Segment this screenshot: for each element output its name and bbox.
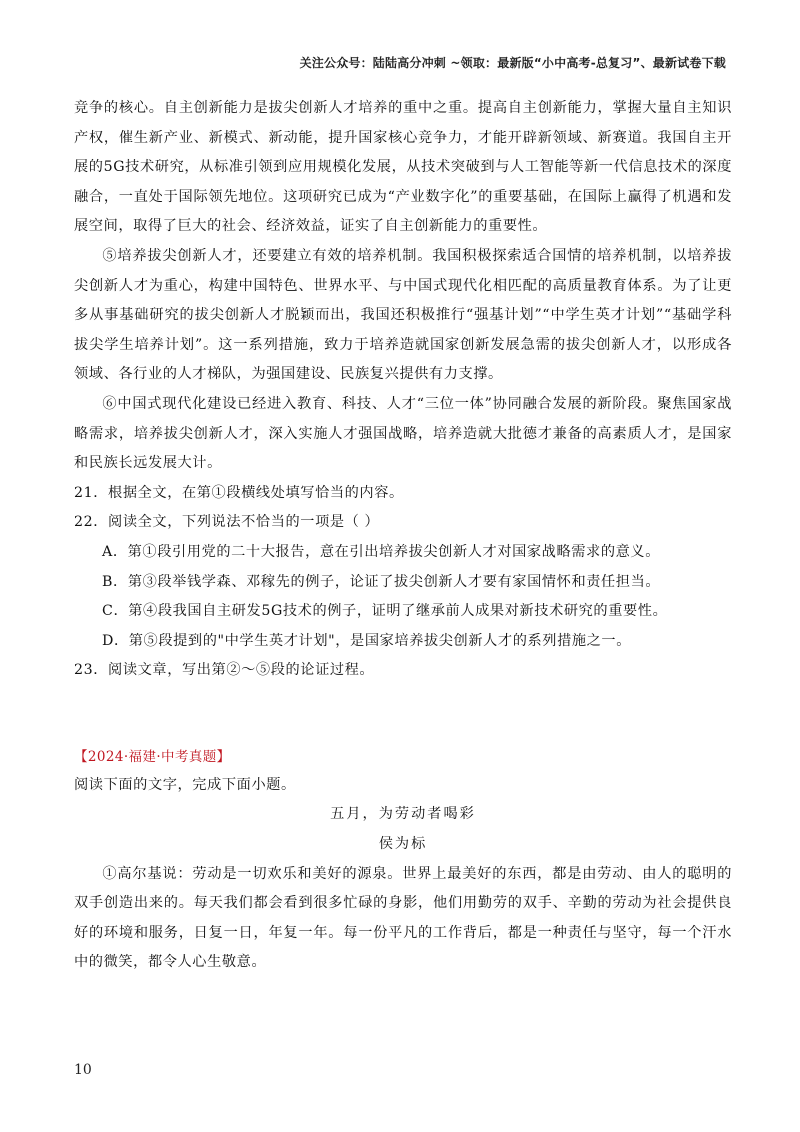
question-22-option-c: C．第④段我国自主研发5G技术的例子，证明了继承前人成果对新技术研究的重要性。 <box>102 603 668 620</box>
document-content <box>74 94 732 978</box>
article-author: 侯为标 <box>378 836 428 853</box>
body-paragraph-6: ⑥中国式现代化建设已经进入教育、科技、人才“三位一体”协同融合发展的新阶段。聚焦国家战略需求，培养拔尖创新人才，深入实施人才强国战略，培养造就大批德才兼备的高素质人才，是国家和民族长远发展大计。 <box>74 395 732 472</box>
body-paragraph-5: ⑤培养拔尖创新人才，还要建立有效的培养机制。我国积极探索适合国情的培养机制，以培养拔尖创新人才为重心，构建中国特色、世界水平、与中国式现代化相匹配的高质量教育体系。为了让更多从事基础研究的拔尖创新人才脱颖而出，我国还积极推行“强基计划”“中学生英才计划”“基础学科拔尖学生培养计划”。这一系列措施，致力于培养造就国家创新发展急需的拔尖创新人才，以形成各领域、各行业的人才梯队，为强国建设、民族复兴提供有力支撑。 <box>74 247 732 383</box>
exam-source-tag: 【2024·福建·中考真题】 <box>74 748 231 765</box>
question-22-option-b: B．第③段举钱学森、邓稼先的例子，论证了拔尖创新人才要有家国情怀和责任担当。 <box>102 573 661 590</box>
article-paragraph-1: ①高尔基说：劳动是一切欢乐和美好的源泉。世界上最美好的东西，都是由劳动、由人的聪明的双手创造出来的。每天我们都会看到很多忙碌的身影，他们用勤劳的双手、辛勤的劳动为社会提供良好的环境和服务，日复一日，年复一年。每一份平凡的工作背后，都是一种责任与坚守，每一个汗水中的微笑，都令人心生敬意。 <box>74 865 732 971</box>
question-23: 23．阅读文章，写出第②～⑤段的论证过程。 <box>74 662 375 679</box>
body-paragraph-continued: 竞争的核心。自主创新能力是拔尖创新人才培养的重中之重。提高自主创新能力，掌握大量自主知识产权，催生新产业、新模式、新动能，提升国家核心竞争力，才能开辟新领域、新赛道。我国自主开展的5G技术研究，从标准引领到应用规模化发展，从技术突破到与人工智能等新一代信息技术的深度融合，一直处于国际领先地位。这项研究已成为“产业数字化”的重要基础，在国际上赢得了机遇和发展空间，取得了巨大的社会、经济效益，证实了自主创新能力的重要性。 <box>74 100 732 235</box>
reading-instruction: 阅读下面的文字，完成下面小题。 <box>74 776 296 793</box>
question-22: 22．阅读全文，下列说法不恰当的一项是（ ） <box>74 514 380 531</box>
question-22-option-a: A．第①段引用党的二十大报告，意在引出培养拔尖创新人才对国家战略需求的意义。 <box>102 543 660 560</box>
section-gap <box>74 686 732 743</box>
question-22-option-d: D．第⑤段提到的"中学生英才计划"，是国家培养拔尖创新人才的系列措施之一。 <box>102 632 632 649</box>
header-promo-note: 关注公众号：陆陆高分冲刺 ~领取：最新版“小中高考-总复习”、最新试卷下载 <box>299 56 726 70</box>
page-number: 10 <box>74 1062 92 1078</box>
article-title: 五月，为劳动者喝彩 <box>330 806 476 823</box>
question-21: 21．根据全文，在第①段横线处填写恰当的内容。 <box>74 484 404 501</box>
